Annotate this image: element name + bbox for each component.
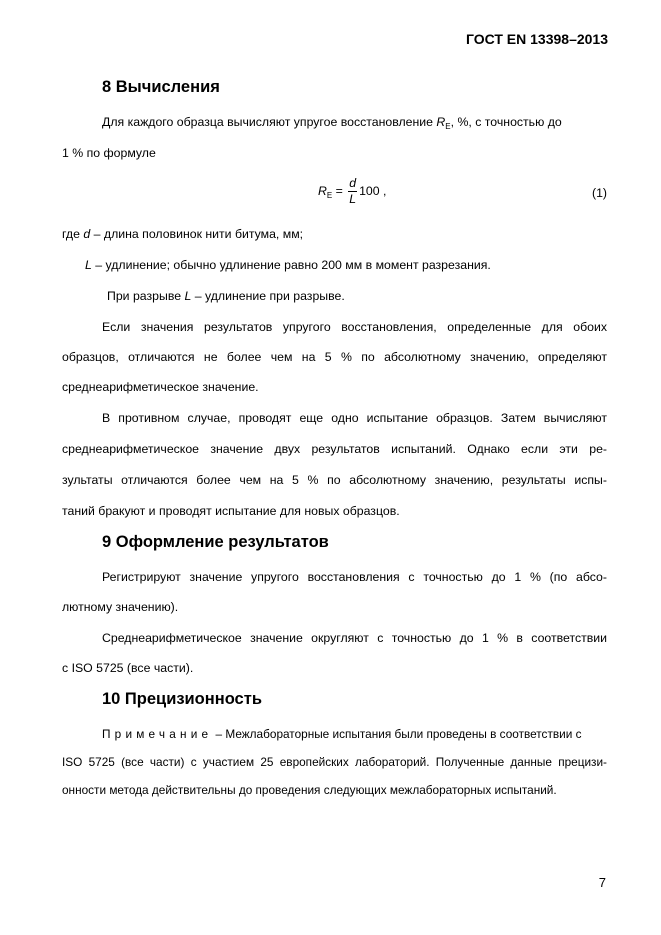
section-8-paragraph-1-line-1: Для каждого образца вычисляют упругое восстановление $R_E$, %, с точностью до: [102, 115, 562, 131]
note-line-2: ISO 5725 (все части) с участием 25 европейских лабораторий. Полученные данные прецизи-: [62, 755, 607, 769]
page-number: 7: [598, 875, 606, 890]
section-9-paragraph-1-line-2: лютному значению).: [62, 600, 179, 614]
section-8-paragraph-4-line-1: В противном случае, проводят еще одно испытание образцов. Затем вычисляют: [102, 411, 607, 425]
section-8-paragraph-3-line-3: среднеарифметическое значение.: [62, 380, 259, 394]
section-9-paragraph-2-line-2: с ISO 5725 (все части).: [62, 661, 194, 675]
section-8-paragraph-4-line-3: зультаты отличаются более чем на 5 % по абсолютному значению, результаты испы-: [62, 473, 607, 487]
definition-L: L – удлинение; обычно удлинение равно 200 мм в момент разрезания.: [85, 258, 491, 272]
formula-1: $R_E$ = $\frac{d}{L}$ 100 ,: [318, 176, 387, 206]
note-label: Примечание: [102, 727, 213, 741]
definition-d: где d – длина половинок нити битума, мм;: [62, 227, 304, 241]
section-9-heading: 9 Оформление результатов: [102, 533, 329, 551]
section-9-paragraph-1-line-1: Регистрируют значение упругого восстановления с точностью до 1 % (по абсо-: [102, 570, 607, 584]
note-line-1: Примечание – Межлабораторные испытания были проведены в соответствии с: [102, 727, 582, 741]
note-line-3: онности метода действительны до проведения следующих межлабораторных испытаний.: [62, 783, 557, 797]
section-8-paragraph-4-line-2: среднеарифметическое значение двух результатов испытаний. Однако если эти ре-: [62, 442, 607, 456]
formula-number: (1): [591, 186, 607, 200]
formula-fraction: $\frac{d}{L}$: [349, 176, 357, 206]
section-8-heading: 8 Вычисления: [102, 78, 220, 96]
section-8-paragraph-3-line-2: образцов, отличаются не более чем на 5 % по абсолютному значению, определяют: [62, 350, 607, 364]
section-8-paragraph-1-line-2: 1 % по формуле: [62, 146, 156, 160]
standard-header: ГОСТ EN 13398–2013: [465, 31, 608, 47]
section-8-paragraph-3-line-1: Если значения результатов упругого восстановления, определенные для обоих: [102, 320, 607, 334]
section-9-paragraph-2-line-1: Среднеарифметическое значение округляют с точностью до 1 % в соответствии: [102, 631, 607, 645]
definition-break: При разрыве L – удлинение при разрыве.: [107, 289, 345, 303]
section-8-paragraph-4-line-4: таний бракуют и проводят испытание для новых образцов.: [62, 504, 400, 518]
section-10-heading: 10 Прецизионность: [102, 690, 262, 708]
